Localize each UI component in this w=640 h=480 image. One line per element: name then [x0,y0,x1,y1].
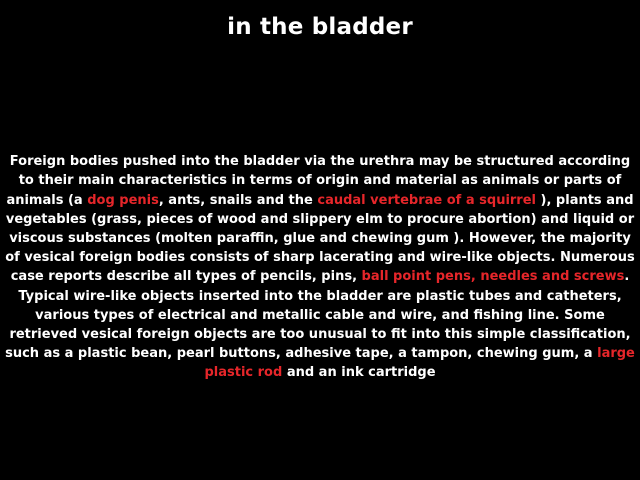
body-text-segment: ), plants and vegetables (grass, pieces of wood and slippery elm to procure abortion) and liquid or viscous substances (molten paraffin, glue and chewing gum ). However, the majority of vesical foreign bodies consists of sharp lacerating and wire-like objects. Numerous case reports describe all types of pencils, pins, [5,192,635,285]
slide-body-text [4,133,636,383]
body-text-segment: Foreign bodies pushed into the bladder via the urethra may be structured according to their main characteristics in terms of origin and material as animals or parts of animals (a [6,154,631,208]
highlighted-term-caudal-vertebrae: caudal vertebrae of a squirrel [317,192,536,208]
body-text-segment: and an ink cartridge [282,365,436,381]
highlighted-term-pens-needles-screws: ball point pens, needles and screws [361,269,625,285]
highlighted-term-dog-penis: dog penis [87,192,159,208]
slide-title: in the bladder [227,14,413,40]
body-text-segment: , ants, snails and the [158,192,318,208]
body-text-segment: . Typical wire-like objects inserted into the bladder are plastic tubes and catheters, various types of electrical and metallic cable and wire, and fishing line. Some retrieved vesical foreign objects are too unusual to fit into this simple classification, such as a plastic bean, pearl buttons, adhesive tape, a tampon, chewing gum, a [5,269,631,362]
highlighted-term-large-plastic-rod: large plastic rod [204,346,635,381]
